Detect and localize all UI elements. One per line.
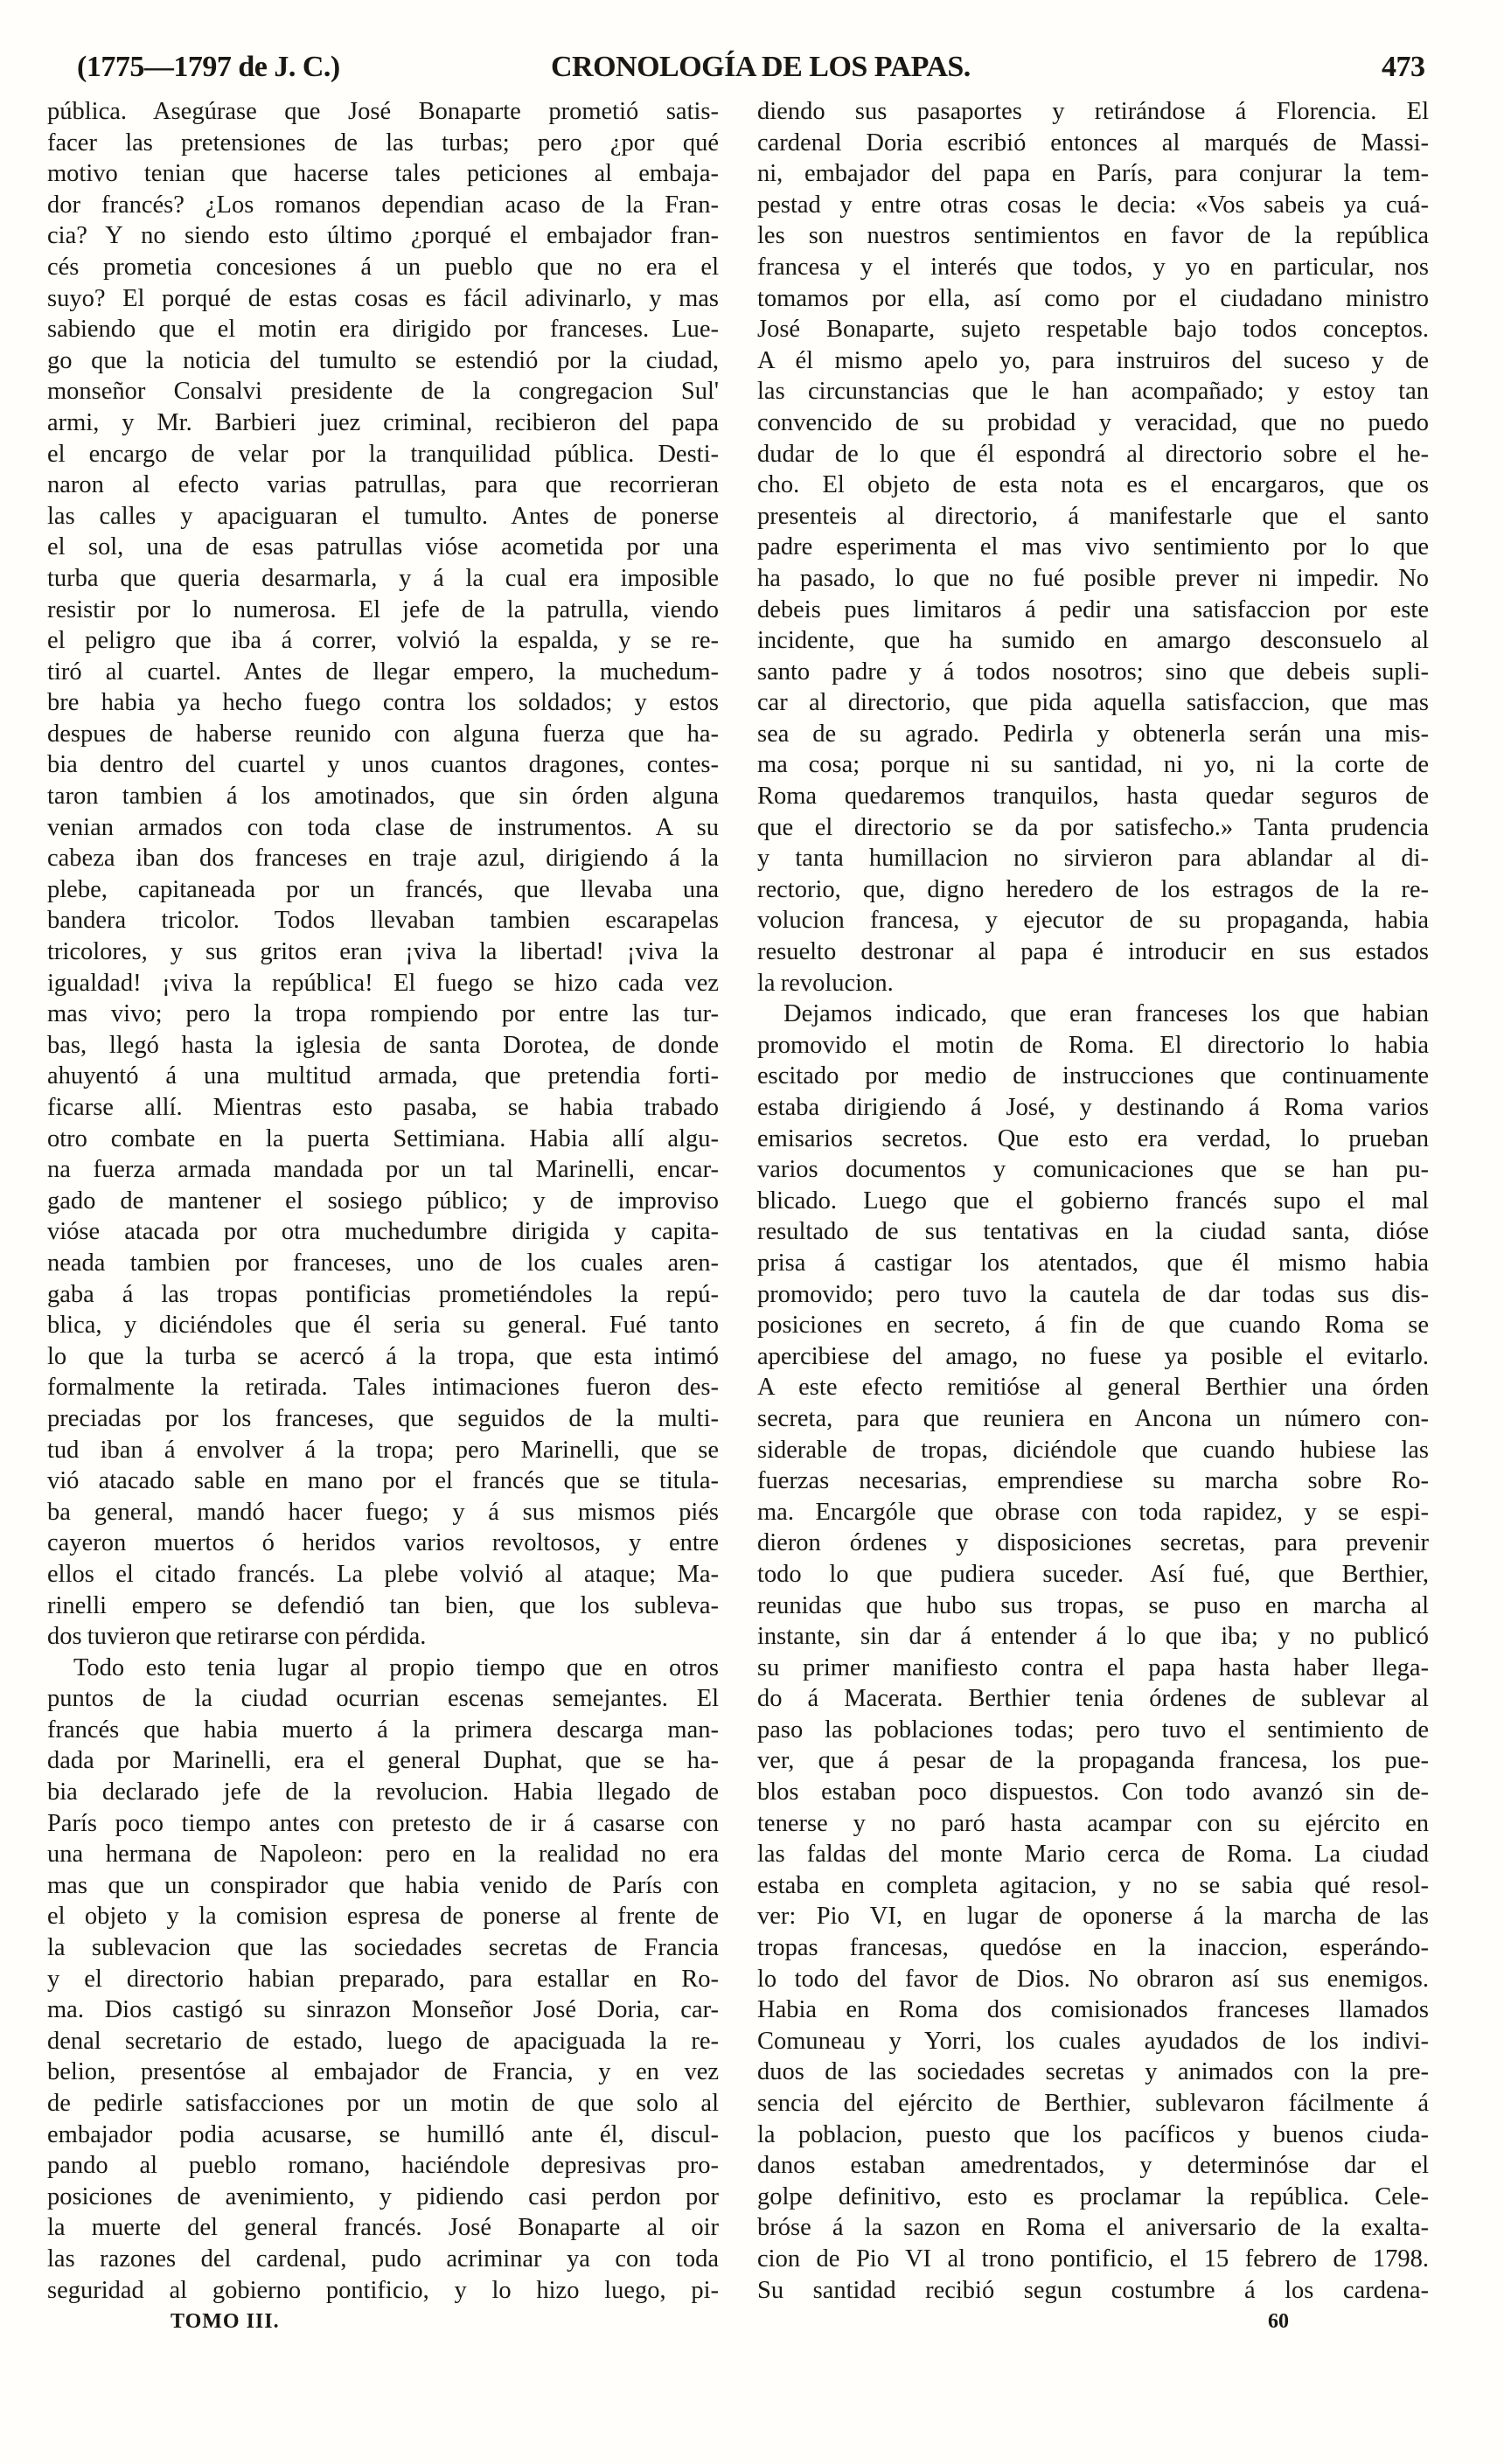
text-line: José Bonaparte, sujeto respetable bajo todos conceptos.: [757, 316, 1429, 344]
text-line: las calles y apaciguaran el tumulto. Antes de ponerse: [47, 502, 719, 530]
text-line: promovido el motin de Roma. El directorio lo habia: [757, 1031, 1429, 1059]
text-line: volucion francesa, y ejecutor de su propaganda, habia: [757, 907, 1429, 935]
footer-volume: TOMO III.: [171, 2310, 280, 2333]
text-line: posiciones de avenimiento, y pidiendo casi perdon por: [47, 2182, 719, 2210]
text-line: ma. Dios castigó su sinrazon Monseñor José Doria, car-: [47, 1996, 719, 2024]
text-line: A él mismo apelo yo, para instruiros del suceso y de: [757, 346, 1429, 374]
text-line: y el directorio habian preparado, para estallar en Ro-: [47, 1965, 719, 1993]
text-line: blos estaban poco dispuestos. Con todo avanzó sin de-: [757, 1778, 1429, 1806]
text-line: lo todo del favor de Dios. No obraron así sus enemigos.: [757, 1965, 1429, 1993]
text-line: debeis pues limitaros á pedir una satisfaccion por este: [757, 595, 1429, 623]
text-line: Habia en Roma dos comisionados franceses llamados: [757, 1996, 1429, 2024]
text-line: estaba en completa agitacion, y no se sabia qué resol-: [757, 1871, 1429, 1899]
text-line: lo que la turba se acercó á la tropa, que esta intimó: [47, 1342, 719, 1370]
text-line: siderable de tropas, diciéndole que cuando hubiese las: [757, 1436, 1429, 1464]
text-line: plebe, capitaneada por un francés, que llevaba una: [47, 875, 719, 903]
text-line: francesa y el interés que todos, y yo en particular, nos: [757, 253, 1429, 281]
text-line: promovido; pero tuvo la cautela de dar todas sus dis-: [757, 1280, 1429, 1308]
text-line: A este efecto remitióse al general Berthier una órden: [757, 1374, 1429, 1402]
text-line: todo lo que pudiera suceder. Así fué, que Berthier,: [757, 1560, 1429, 1588]
text-line: mas vivo; pero la tropa rompiendo por entre las tur-: [47, 1000, 719, 1028]
text-line: cardenal Doria escribió entonces al marqués de Massi-: [757, 129, 1429, 157]
text-line: francés que habia muerto á la primera descarga man-: [47, 1716, 719, 1744]
text-line: ficarse allí. Mientras esto pasaba, se habia trabado: [47, 1094, 719, 1121]
text-line: belion, presentóse al embajador de Francia, y en vez: [47, 2058, 719, 2086]
text-line: cés prometia concesiones á un pueblo que no era el: [47, 253, 719, 281]
text-line: tomamos por ella, así como por el ciudadano ministro: [757, 284, 1429, 312]
text-line: resuelto destronar al papa é introducir en sus estados: [757, 938, 1429, 966]
text-line: la revolucion.: [757, 969, 894, 997]
text-line: estaba dirigiendo á José, y destinando á Roma varios: [757, 1094, 1429, 1121]
text-line: de pedirle satisfacciones por un motin de que solo al: [47, 2090, 719, 2117]
text-line: París poco tiempo antes con pretesto de ir á casarse con: [47, 1809, 719, 1837]
text-line: instante, sin dar á entender á lo que iba; y no publicó: [757, 1623, 1429, 1651]
text-line: na fuerza armada mandada por un tal Marinelli, encar-: [47, 1156, 719, 1184]
text-line: dos tuvieron que retirarse con pérdida.: [47, 1623, 427, 1651]
text-line: ma cosa; porque ni su santidad, ni yo, ni la corte de: [757, 751, 1429, 779]
text-line: convencido de su probidad y veracidad, que no puedo: [757, 408, 1429, 436]
text-line: Todo esto tenia lugar al propio tiempo que en otros: [73, 1653, 719, 1681]
text-line: despues de haberse reunido con alguna fuerza que ha-: [47, 720, 719, 748]
text-line: motivo tenian que hacerse tales peticiones al embaja-: [47, 160, 719, 188]
text-line: presenteis al directorio, á manifestarle que el santo: [757, 502, 1429, 530]
text-line: mas que un conspirador que habia venido de París con: [47, 1871, 719, 1899]
text-line: cion de Pio VI al trono pontificio, el 15 febrero de 1798.: [757, 2245, 1429, 2273]
text-line: la poblacion, puesto que los pacíficos y buenos ciuda-: [757, 2120, 1429, 2148]
text-line: bas, llegó hasta la iglesia de santa Dorotea, de donde: [47, 1031, 719, 1059]
text-line: escitado por medio de instrucciones que continuamente: [757, 1062, 1429, 1090]
text-line: el objeto y la comision espresa de ponerse al frente de: [47, 1903, 719, 1931]
text-line: duos de las sociedades secretas y animados con la pre-: [757, 2058, 1429, 2086]
text-line: el encargo de velar por la tranquilidad pública. Desti-: [47, 440, 719, 468]
text-line: Dejamos indicado, que eran franceses los que habian: [783, 1000, 1429, 1028]
text-line: venian armados con toda clase de instrumentos. A su: [47, 813, 719, 841]
text-line: preciadas por los franceses, que seguidos de la multi-: [47, 1404, 719, 1432]
text-line: fuerzas necesarias, emprendiese su marcha sobre Ro-: [757, 1467, 1429, 1495]
text-line: cayeron muertos ó heridos varios revoltosos, y entre: [47, 1529, 719, 1557]
text-line: gaba á las tropas pontificias prometiéndoles la repú-: [47, 1280, 719, 1308]
text-line: bia dentro del cuartel y unos cuantos dragones, contes-: [47, 751, 719, 779]
text-line: reunidas que hubo sus tropas, se puso en marcha al: [757, 1591, 1429, 1619]
text-line: go que la noticia del tumulto se estendió por la ciudad,: [47, 346, 719, 374]
text-line: santo padre y á todos nosotros; sino que debeis supli-: [757, 658, 1429, 686]
text-line: bia declarado jefe de la revolucion. Habia llegado de: [47, 1778, 719, 1806]
text-line: dada por Marinelli, era el general Duphat, que se ha-: [47, 1747, 719, 1775]
text-line: dieron órdenes y disposiciones secretas, para prevenir: [757, 1529, 1429, 1557]
text-line: Comuneau y Yorri, los cuales ayudados de los indivi-: [757, 2027, 1429, 2055]
text-line: igualdad! ¡viva la república! El fuego se hizo cada vez: [47, 969, 719, 997]
text-line: tropas francesas, quedóse en la inaccion, esperándo-: [757, 1934, 1429, 1962]
text-line: pando al pueblo romano, haciéndole depresivas pro-: [47, 2152, 719, 2180]
running-head-title: CRONOLOGÍA DE LOS PAPAS.: [551, 51, 971, 83]
text-line: neada tambien por franceses, uno de los cuales aren-: [47, 1249, 719, 1277]
text-line: sabiendo que el motin era dirigido por franceses. Lue-: [47, 316, 719, 344]
text-line: bróse á la sazon en Roma el aniversario de la exalta-: [757, 2214, 1429, 2242]
running-head-date-range: (1775—1797 de J. C.): [77, 51, 340, 83]
text-line: embajador podia acusarse, se humilló ante él, discul-: [47, 2120, 719, 2148]
text-line: formalmente la retirada. Tales intimaciones fueron des-: [47, 1374, 719, 1402]
text-line: ni, embajador del papa en París, para conjurar la tem-: [757, 160, 1429, 188]
text-line: Su santidad recibió segun costumbre á los cardena-: [757, 2276, 1429, 2304]
text-line: resultado de sus tentativas en la ciudad santa, dióse: [757, 1218, 1429, 1246]
text-line: naron al efecto varias patrullas, para que recorrieran: [47, 471, 719, 499]
text-line: ba general, mandó hacer fuego; y á sus mismos piés: [47, 1498, 719, 1526]
text-line: pública. Asegúrase que José Bonaparte prometió satis-: [47, 98, 719, 125]
text-line: la sublevacion que las sociedades secretas de Francia: [47, 1934, 719, 1962]
text-line: rinelli empero se defendió tan bien, que los subleva-: [47, 1591, 719, 1619]
text-line: gado de mantener el sosiego público; y de improviso: [47, 1187, 719, 1215]
text-column-right: [757, 96, 1429, 2306]
text-line: blica, y diciéndoles que él seria su general. Fué tanto: [47, 1312, 719, 1340]
text-line: resistir por lo numerosa. El jefe de la patrulla, viendo: [47, 595, 719, 623]
text-line: apercibiese del amago, no fuese ya posible el evitarlo.: [757, 1342, 1429, 1370]
text-line: que el directorio se da por satisfecho.» Tanta prudencia: [757, 813, 1429, 841]
text-line: ver: Pio VI, en lugar de oponerse á la marcha de las: [757, 1903, 1429, 1931]
text-line: tricolores, y sus gritos eran ¡viva la libertad! ¡viva la: [47, 938, 719, 966]
text-line: ma. Encargóle que obrase con toda rapidez, y se espi-: [757, 1498, 1429, 1526]
text-line: y tanta humillacion no sirvieron para ablandar al di-: [757, 845, 1429, 873]
text-line: tud iban á envolver á la tropa; pero Marinelli, que se: [47, 1436, 719, 1464]
text-line: paso las poblaciones todas; pero tuvo el sentimiento de: [757, 1716, 1429, 1744]
text-line: ha pasado, lo que no fué posible prever ni impedir. No: [757, 564, 1429, 592]
text-line: secreta, para que reuniera en Ancona un número con-: [757, 1404, 1429, 1432]
text-line: cabeza iban dos franceses en traje azul, dirigiendo á la: [47, 845, 719, 873]
text-line: diendo sus pasaportes y retirándose á Florencia. El: [757, 98, 1429, 125]
text-line: tiró al cuartel. Antes de llegar empero, la muchedum-: [47, 658, 719, 686]
text-line: las circunstancias que le han acompañado; y estoy tan: [757, 378, 1429, 406]
page-number: 473: [1382, 51, 1425, 83]
text-line: ver, que á pesar de la propaganda francesa, los pue-: [757, 1747, 1429, 1775]
text-line: blicado. Luego que el gobierno francés supo el mal: [757, 1187, 1429, 1215]
text-line: danos estaban amedrentados, y determinóse dar el: [757, 2152, 1429, 2180]
text-line: varios documentos y comunicaciones que se han pu-: [757, 1156, 1429, 1184]
text-line: denal secretario de estado, luego de apaciguada la re-: [47, 2027, 719, 2055]
text-line: do á Macerata. Berthier tenia órdenes de sublevar al: [757, 1685, 1429, 1713]
text-line: rectorio, que, digno heredero de los estragos de la re-: [757, 875, 1429, 903]
text-line: puntos de la ciudad ocurrian escenas semejantes. El: [47, 1685, 719, 1713]
text-line: suyo? El porqué de estas cosas es fácil adivinarlo, y mas: [47, 284, 719, 312]
text-line: seguridad al gobierno pontificio, y lo hizo luego, pi-: [47, 2276, 719, 2304]
text-line: tenerse y no paró hasta acampar con su ejército en: [757, 1809, 1429, 1837]
text-line: una hermana de Napoleon: pero en la realidad no era: [47, 1841, 719, 1869]
text-line: padre esperimenta el mas vivo sentimiento por lo que: [757, 533, 1429, 561]
text-line: dudar de lo que él espondrá al directorio sobre el he-: [757, 440, 1429, 468]
text-line: les son nuestros sentimientos en favor de la república: [757, 222, 1429, 250]
text-line: otro combate en la puerta Settimiana. Habia allí algu-: [47, 1124, 719, 1152]
text-line: su primer manifiesto contra el papa hasta haber llega-: [757, 1653, 1429, 1681]
text-line: prisa á castigar los atentados, que él mismo habia: [757, 1249, 1429, 1277]
text-line: armi, y Mr. Barbieri juez criminal, recibieron del papa: [47, 408, 719, 436]
text-line: la muerte del general francés. José Bonaparte al oir: [47, 2214, 719, 2242]
text-line: cho. El objeto de esta nota es el encargaros, que os: [757, 471, 1429, 499]
text-line: emisarios secretos. Que esto era verdad, lo prueban: [757, 1124, 1429, 1152]
text-line: bre habia ya hecho fuego contra los soldados; y estos: [47, 689, 719, 717]
text-line: facer las pretensiones de las turbas; pero ¿por qué: [47, 129, 719, 157]
text-line: las razones del cardenal, pudo acriminar ya con toda: [47, 2245, 719, 2273]
text-line: vióse atacada por otra muchedumbre dirigida y capita-: [47, 1218, 719, 1246]
text-line: monseñor Consalvi presidente de la congregacion Sul': [47, 378, 719, 406]
text-line: incidente, que ha sumido en amargo desconsuelo al: [757, 627, 1429, 655]
text-line: car al directorio, que pida aquella satisfaccion, que mas: [757, 689, 1429, 717]
text-line: las faldas del monte Mario cerca de Roma. La ciudad: [757, 1841, 1429, 1869]
text-line: ahuyentó á una multitud armada, que pretendia forti-: [47, 1062, 719, 1090]
text-line: bandera tricolor. Todos llevaban tambien escarapelas: [47, 907, 719, 935]
text-line: pestad y entre otras cosas le decia: «Vos sabeis ya cuá-: [757, 191, 1429, 219]
footer-signature-mark: 60: [1268, 2310, 1289, 2333]
text-line: sea de su agrado. Pedirla y obtenerla serán una mis-: [757, 720, 1429, 748]
text-line: taron tambien á los amotinados, que sin órden alguna: [47, 783, 719, 811]
text-line: dor francés? ¿Los romanos dependian acaso de la Fran-: [47, 191, 719, 219]
text-line: el sol, una de esas patrullas vióse acometida por una: [47, 533, 719, 561]
text-line: Roma quedaremos tranquilos, hasta quedar seguros de: [757, 783, 1429, 811]
text-line: turba que queria desarmarla, y á la cual era imposible: [47, 564, 719, 592]
text-line: vió atacado sable en mano por el francés que se titula-: [47, 1467, 719, 1495]
text-column-left: [47, 96, 719, 2306]
text-line: cia? Y no siendo esto último ¿porqué el embajador fran-: [47, 222, 719, 250]
text-line: posiciones en secreto, á fin de que cuando Roma se: [757, 1312, 1429, 1340]
text-line: el peligro que iba á correr, volvió la espalda, y se re-: [47, 627, 719, 655]
text-line: golpe definitivo, esto es proclamar la república. Cele-: [757, 2182, 1429, 2210]
text-line: sencia del ejército de Berthier, sublevaron fácilmente á: [757, 2090, 1429, 2117]
text-line: ellos el citado francés. La plebe volvió al ataque; Ma-: [47, 1560, 719, 1588]
